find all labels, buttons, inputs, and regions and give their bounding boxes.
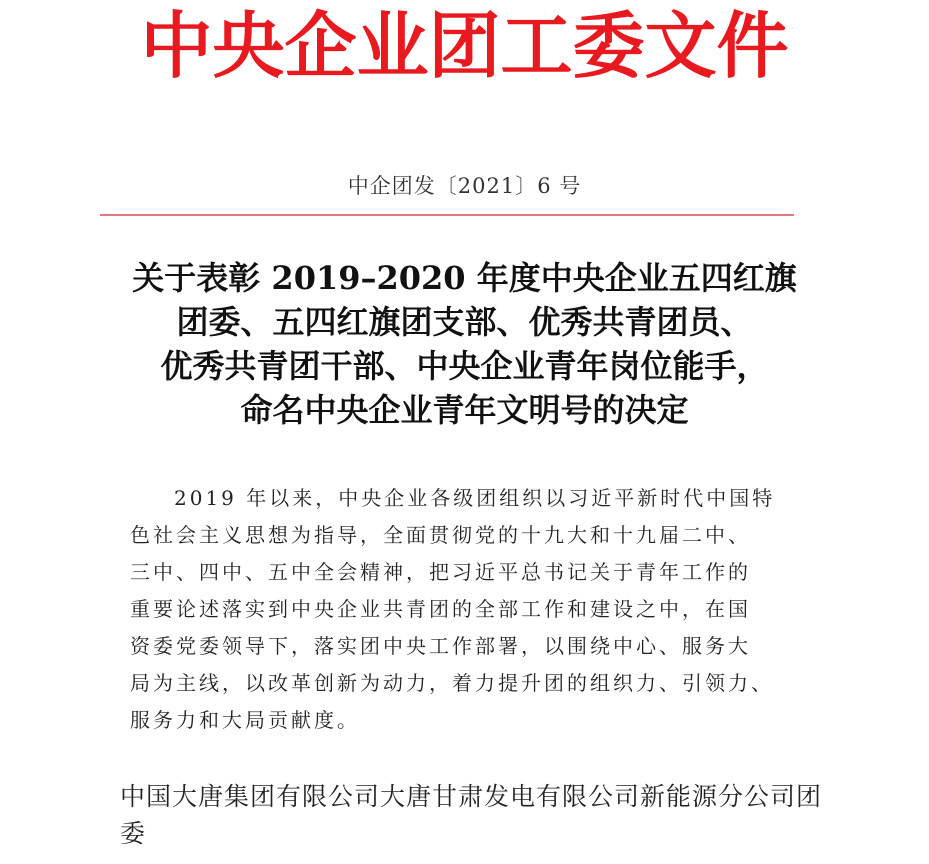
caption-line: 中国大唐集团有限公司大唐甘肃发电有限公司新能源分公司团 — [120, 782, 823, 811]
document-header-title: 中央企业团工委文件 — [140, 3, 789, 88]
document-title-line: 命名中央企业青年文明号的决定 — [240, 391, 689, 429]
document-title-line: 关于表彰 2019–2020 年度中央企业五四红旗 — [132, 259, 797, 297]
document-body-paragraph — [130, 480, 810, 739]
caption-text — [120, 778, 910, 852]
caption-line: 委 — [120, 819, 147, 848]
document-title — [60, 256, 869, 432]
body-text-line: 2019 年以来，中央企业各级团组织以习近平新时代中国特 — [174, 486, 776, 510]
document-title-line: 优秀共青团干部、中央企业青年岗位能手， — [160, 347, 769, 385]
body-text-line: 局为主线，以改革创新为动力，着力提升团的组织力、引领力、 — [130, 671, 774, 695]
body-text-line: 三中、四中、五中全会精神，把习近平总书记关于青年工作的 — [130, 560, 751, 584]
header-divider-line — [100, 214, 794, 216]
document-number: 中企团发〔2021〕6 号 — [347, 174, 582, 198]
body-text-line: 资委党委领导下，落实团中央工作部署，以围绕中心、服务大 — [130, 634, 751, 658]
document-title-line: 团委、五四红旗团支部、优秀共青团员、 — [176, 303, 753, 341]
body-text-line: 重要论述落实到中央企业共青团的全部工作和建设之中，在国 — [130, 597, 751, 621]
body-text-line: 服务力和大局贡献度。 — [130, 708, 360, 732]
body-text-line: 色社会主义思想为指导，全面贯彻党的十九大和十九届二中、 — [130, 523, 751, 547]
